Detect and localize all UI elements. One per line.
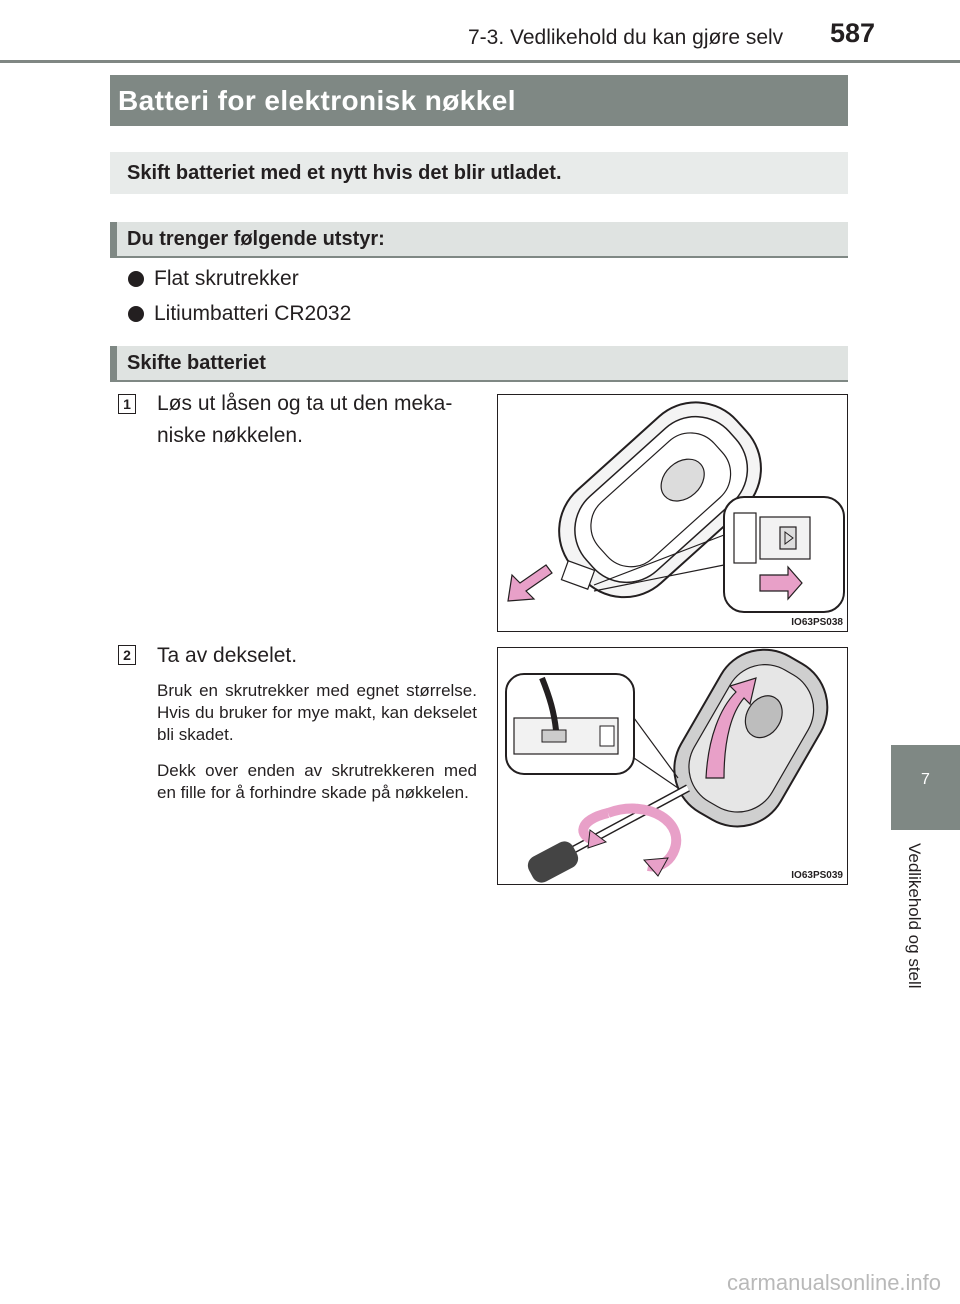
list-item-label: Litiumbatteri CR2032: [154, 302, 352, 325]
arrow-down-left-icon: [508, 565, 552, 601]
step-2-note-2: Dekk over enden av skrutrekkeren med en fille for å forhindre skade på nøkkelen.: [157, 761, 477, 802]
step-2-note-1: Bruk en skrutrekker med egnet størrelse. Hvis du bruker for mye makt, kan dekselet bli skadet.: [157, 681, 477, 744]
chapter-tab: 7: [891, 745, 960, 830]
key-fob-icon: [656, 648, 846, 845]
intro-text: Skift batteriet med et nytt hvis det blir utladet.: [110, 152, 848, 194]
key-fob-illustration-2: [498, 648, 846, 883]
key-fob-illustration-1: [498, 395, 846, 630]
figure-code: IO63PS038: [791, 617, 843, 628]
step-2-text: Ta av dekselet.: [157, 644, 298, 667]
bullet-icon: [128, 271, 144, 287]
replace-heading: Skifte batteriet: [110, 346, 848, 382]
list-item: [128, 267, 299, 291]
figure-code: IO63PS039: [791, 870, 843, 881]
step-1-text: Løs ut låsen og ta ut den meka-niske nøkkelen.: [157, 392, 453, 447]
figure-remove-mechanical-key: [497, 394, 848, 632]
screwdriver-handle-icon: [524, 838, 581, 883]
watermark: carmanualsonline.info: [727, 1270, 942, 1295]
figure-remove-cover: [497, 647, 848, 885]
list-item-label: Flat skrutrekker: [154, 267, 299, 290]
list-item: [128, 302, 351, 326]
section-title: 7-3. Vedlikehold du kan gjøre selv: [468, 26, 784, 49]
header-rule: [0, 60, 960, 63]
equipment-heading: Du trenger følgende utstyr:: [110, 222, 848, 258]
page-title: Batteri for elektronisk nøkkel: [110, 75, 848, 126]
bullet-icon: [128, 306, 144, 322]
chapter-label: Vedlikehold og stell: [905, 843, 924, 989]
page-number: 587: [830, 18, 876, 48]
step-number-2: 2: [118, 645, 136, 665]
step-number-1: 1: [118, 394, 136, 414]
